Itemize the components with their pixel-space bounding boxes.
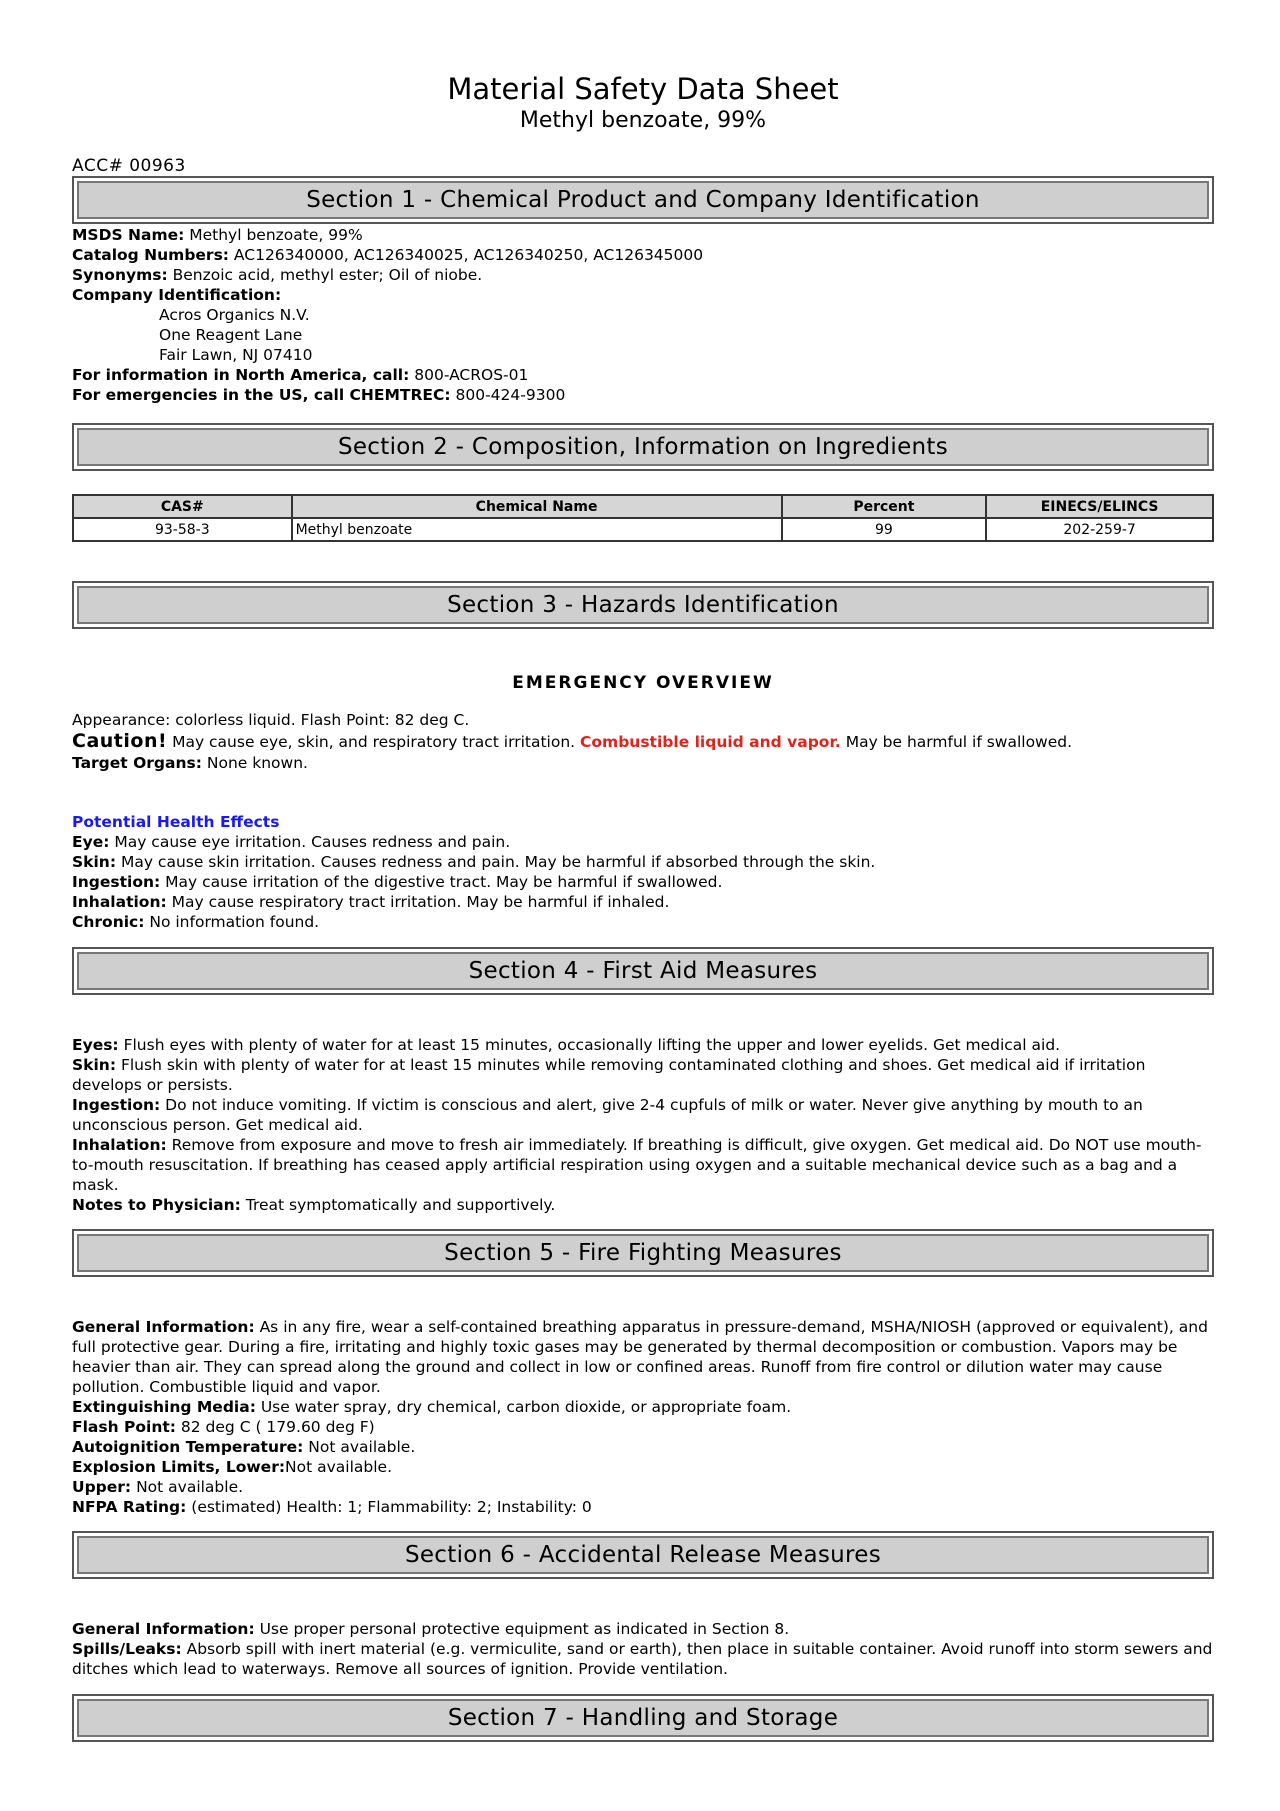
fa-notes-label: Notes to Physician:	[72, 1196, 241, 1214]
section-4-body	[72, 1035, 1214, 1215]
ff-nfpa-label: NFPA Rating:	[72, 1498, 187, 1516]
section-7-title: Section 7 - Handling and Storage	[77, 1699, 1209, 1737]
combustible-warning: Combustible liquid and vapor.	[580, 733, 841, 751]
inhalation-label: Inhalation:	[72, 893, 167, 911]
fa-ingestion-value: Do not induce vomiting. If victim is conscious and alert, give 2-4 cupfuls of milk or water. Never give anything by mouth to an unconscious person. Get medical aid.	[72, 1096, 1143, 1134]
section-7-header	[72, 1694, 1214, 1742]
fa-inhalation-label: Inhalation:	[72, 1136, 167, 1154]
eye-value: May cause eye irritation. Causes redness and pain.	[109, 833, 511, 851]
chronic-label: Chronic:	[72, 913, 145, 931]
table-header-cell: EINECS/ELINCS	[986, 495, 1213, 518]
synonyms-label: Synonyms:	[72, 266, 168, 284]
section-3-header	[72, 581, 1214, 629]
fa-skin-value: Flush skin with plenty of water for at least 15 minutes while removing contaminated clothing and shoes. Get medical aid if irritation develops or persists.	[72, 1056, 1146, 1094]
ff-autoignition-label: Autoignition Temperature:	[72, 1438, 304, 1456]
fa-eyes-label: Eyes:	[72, 1036, 119, 1054]
ff-extinguishing-label: Extinguishing Media:	[72, 1398, 256, 1416]
fa-inhalation-value: Remove from exposure and move to fresh air immediately. If breathing is difficult, give oxygen. Get medical aid. Do NOT use mouth-to-mouth resuscitation. If breathing has ceased apply artificial respiration using oxygen and a suitable mechanical device such as a bag and a mask.	[72, 1136, 1202, 1194]
emergency-label: For emergencies in the US, call CHEMTREC:	[72, 386, 451, 404]
chronic-value: No information found.	[144, 913, 320, 931]
ff-general-value: As in any fire, wear a self-contained breathing apparatus in pressure-demand, MSHA/NIOSH (approved or equivalent), and full protective gear. During a fire, irritating and highly toxic gases may be generated by thermal decomposition or combustion. Vapors may be heavier than air. They can spread along the ground and collect in low or confined areas. Runoff from fire control or dilution water may cause pollution. Combustible liquid and vapor.	[72, 1318, 1208, 1396]
table-cell: Methyl benzoate	[292, 518, 782, 541]
caution-label: Caution!	[72, 730, 168, 752]
section-2-header	[72, 423, 1214, 471]
table-cell: 99	[782, 518, 987, 541]
eye-label: Eye:	[72, 833, 110, 851]
table-header-cell: Percent	[782, 495, 987, 518]
section-6-body	[72, 1619, 1214, 1679]
fa-eyes-value: Flush eyes with plenty of water for at least 15 minutes, occasionally lifting the upper and lower eyelids. Get medical aid.	[118, 1036, 1061, 1054]
fa-notes-value: Treat symptomatically and supportively.	[240, 1196, 556, 1214]
ar-general-value: Use proper personal protective equipment as indicated in Section 8.	[254, 1620, 790, 1638]
table-cell: 93-58-3	[73, 518, 292, 541]
table-header-cell: Chemical Name	[292, 495, 782, 518]
section-1-title: Section 1 - Chemical Product and Company Identification	[77, 181, 1209, 219]
composition-table	[72, 494, 1214, 542]
company-line-2: One Reagent Lane	[159, 326, 303, 344]
page-subtitle: Methyl benzoate, 99%	[519, 108, 767, 133]
msds-name-value: Methyl benzoate, 99%	[184, 226, 363, 244]
ff-extinguishing-value: Use water spray, dry chemical, carbon dioxide, or appropriate foam.	[255, 1398, 792, 1416]
section-6-title: Section 6 - Accidental Release Measures	[77, 1536, 1209, 1574]
section-4-title: Section 4 - First Aid Measures	[77, 952, 1209, 990]
skin-label: Skin:	[72, 853, 117, 871]
ar-general-label: General Information:	[72, 1620, 255, 1638]
ff-autoignition-value: Not available.	[303, 1438, 416, 1456]
potential-health-effects-heading: Potential Health Effects	[72, 813, 280, 831]
ff-upper-value: Not available.	[131, 1478, 244, 1496]
ff-general-label: General Information:	[72, 1318, 255, 1336]
caution-text: May cause eye, skin, and respiratory tract irritation.	[167, 733, 581, 751]
section-6-header	[72, 1531, 1214, 1579]
section-3-title: Section 3 - Hazards Identification	[77, 586, 1209, 624]
appearance-text: Appearance: colorless liquid. Flash Point: 82 deg C.	[72, 711, 470, 729]
section-4-header	[72, 947, 1214, 995]
table-header-cell: CAS#	[73, 495, 292, 518]
inhalation-value: May cause respiratory tract irritation. May be harmful if inhaled.	[166, 893, 670, 911]
section-1-header	[72, 176, 1214, 224]
target-organs-value: None known.	[201, 754, 308, 772]
emergency-value: 800-424-9300	[450, 386, 566, 404]
page-title: Material Safety Data Sheet	[447, 72, 839, 106]
ff-flash-point-value: 82 deg C ( 179.60 deg F)	[175, 1418, 375, 1436]
ff-explosion-label: Explosion Limits, Lower:	[72, 1458, 286, 1476]
health-effects-body	[72, 812, 1214, 932]
section-5-body	[72, 1317, 1214, 1517]
msds-name-label: MSDS Name:	[72, 226, 185, 244]
company-label: Company Identification:	[72, 286, 282, 304]
north-america-label: For information in North America, call:	[72, 366, 410, 384]
section-5-header	[72, 1229, 1214, 1277]
acc-number: ACC# 00963	[72, 156, 186, 176]
company-line-1: Acros Organics N.V.	[159, 306, 310, 324]
fa-ingestion-label: Ingestion:	[72, 1096, 161, 1114]
catalog-value: AC126340000, AC126340025, AC126340250, AC126345000	[229, 246, 704, 264]
section-1-body	[72, 225, 1214, 405]
fa-skin-label: Skin:	[72, 1056, 117, 1074]
company-line-3: Fair Lawn, NJ 07410	[159, 346, 313, 364]
table-row	[73, 518, 1213, 541]
section-5-title: Section 5 - Fire Fighting Measures	[77, 1234, 1209, 1272]
ar-spills-value: Absorb spill with inert material (e.g. vermiculite, sand or earth), then place in suitable container. Avoid runoff into storm sewers and ditches which lead to waterways. Remove all sources of ignition. Provide ventilation.	[72, 1640, 1213, 1678]
ff-flash-point-label: Flash Point:	[72, 1418, 176, 1436]
skin-value: May cause skin irritation. Causes redness and pain. May be harmful if absorbed through the skin.	[116, 853, 876, 871]
ff-explosion-value: Not available.	[285, 1458, 393, 1476]
target-organs-label: Target Organs:	[72, 754, 202, 772]
caution-text-2: May be harmful if swallowed.	[840, 733, 1073, 751]
section-2-title: Section 2 - Composition, Information on Ingredients	[77, 428, 1209, 466]
north-america-value: 800-ACROS-01	[409, 366, 529, 384]
ingestion-label: Ingestion:	[72, 873, 161, 891]
emergency-overview-body	[72, 710, 1214, 773]
catalog-label: Catalog Numbers:	[72, 246, 229, 264]
ingestion-value: May cause irritation of the digestive tract. May be harmful if swallowed.	[160, 873, 723, 891]
ff-nfpa-value: (estimated) Health: 1; Flammability: 2; Instability: 0	[186, 1498, 592, 1516]
emergency-overview-heading: EMERGENCY OVERVIEW	[512, 673, 774, 693]
ff-upper-label: Upper:	[72, 1478, 132, 1496]
ar-spills-label: Spills/Leaks:	[72, 1640, 182, 1658]
table-header-row	[73, 495, 1213, 518]
synonyms-value: Benzoic acid, methyl ester; Oil of niobe.	[167, 266, 483, 284]
table-cell: 202-259-7	[986, 518, 1213, 541]
